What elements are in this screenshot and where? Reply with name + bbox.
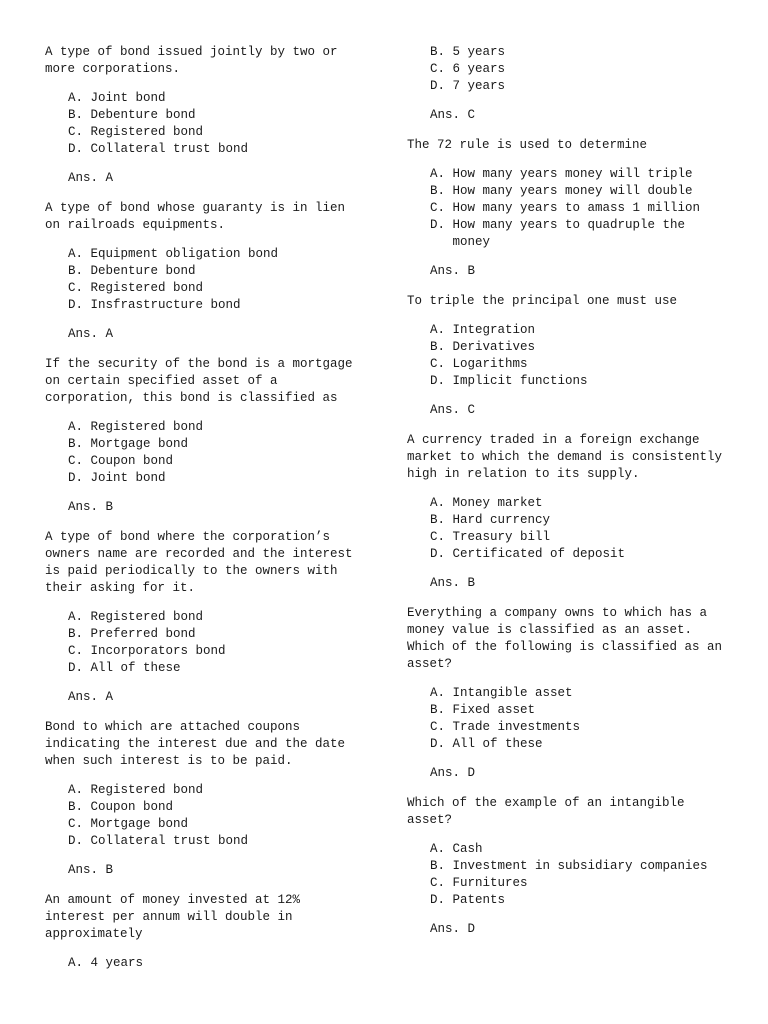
option-letter: D. [68, 471, 91, 485]
option-letter: D. [68, 661, 91, 675]
option-letter: A. [68, 247, 91, 261]
option-letter: A. [68, 956, 91, 970]
option-letter: B. [68, 437, 91, 451]
option-letter: A. [430, 842, 453, 856]
option-item [430, 166, 737, 183]
option-item [430, 529, 737, 546]
option-text: Equipment obligation bond [90, 247, 279, 261]
question-block [45, 200, 375, 343]
option-text: Registered bond [90, 281, 204, 295]
option-item [430, 61, 737, 78]
option-text: All of these [452, 737, 543, 751]
option-text: Coupon bond [90, 800, 174, 814]
option-text: Intangible asset [452, 686, 573, 700]
option-letter: C. [430, 720, 453, 734]
option-text: Incorporators bond [90, 644, 226, 658]
option-letter: B. [430, 703, 453, 717]
question-text: To triple the principal one must use [407, 294, 678, 308]
question-text: A type of bond issued jointly by two or more corporations. [45, 45, 338, 76]
option-text: 4 years [90, 956, 144, 970]
option-list [45, 955, 375, 972]
option-letter: C. [430, 876, 453, 890]
option-item [430, 685, 737, 702]
answer-key: Ans. D [430, 766, 476, 780]
option-letter: C. [430, 530, 453, 544]
option-item [68, 626, 375, 643]
option-item [68, 799, 375, 816]
answer-key: Ans. C [430, 108, 476, 122]
left-column [45, 44, 375, 984]
option-text: Certificated of deposit [452, 547, 626, 561]
option-letter: B. [430, 340, 453, 354]
option-list [45, 246, 375, 314]
option-list [407, 44, 737, 95]
option-list [407, 841, 737, 909]
option-item [430, 841, 737, 858]
option-text: Mortgage bond [90, 817, 189, 831]
option-list [407, 322, 737, 390]
option-text: Joint bond [90, 91, 166, 105]
option-letter: A. [68, 420, 91, 434]
question-block [407, 795, 737, 938]
option-text: Preferred bond [90, 627, 196, 641]
option-letter: C. [68, 644, 91, 658]
answer-key: Ans. B [430, 576, 476, 590]
question-block [407, 432, 737, 592]
option-letter: C. [68, 125, 91, 139]
option-text: Collateral trust bond [90, 834, 249, 848]
option-letter: D. [430, 547, 453, 561]
option-item [430, 875, 737, 892]
option-item [430, 339, 737, 356]
option-item [68, 280, 375, 297]
question-text: The 72 rule is used to determine [407, 138, 648, 152]
option-letter: B. [430, 859, 453, 873]
option-letter: D. [430, 79, 453, 93]
option-letter: D. [68, 298, 91, 312]
answer-key: Ans. B [68, 500, 114, 514]
option-text: Debenture bond [90, 264, 196, 278]
option-text: Money market [452, 496, 543, 510]
option-letter: A. [430, 323, 453, 337]
option-letter: A. [68, 610, 91, 624]
option-item [430, 373, 737, 390]
option-text: Implicit functions [452, 374, 588, 388]
option-letter: D. [430, 893, 453, 907]
option-letter: B. [430, 45, 453, 59]
option-text: Registered bond [90, 610, 204, 624]
option-text: Insfrastructure bond [90, 298, 241, 312]
option-letter: B. [430, 513, 453, 527]
option-letter: A. [68, 783, 91, 797]
option-item [430, 356, 737, 373]
option-list [45, 609, 375, 677]
option-item [68, 107, 375, 124]
question-block [45, 892, 375, 972]
option-letter: A. [430, 496, 453, 510]
question-text: An amount of money invested at 12% interest per annum will double in approximately [45, 893, 301, 941]
option-letter: B. [68, 264, 91, 278]
option-text: Patents [452, 893, 506, 907]
option-item [430, 702, 737, 719]
option-letter: D. [430, 374, 453, 388]
option-text: Cash [452, 842, 483, 856]
question-block [45, 44, 375, 187]
option-letter: C. [430, 62, 453, 76]
option-item [68, 660, 375, 677]
option-letter: A. [430, 686, 453, 700]
option-letter: C. [68, 454, 91, 468]
question-text: If the security of the bond is a mortgage on certain specified asset of a corporation, this bond is classified as [45, 357, 353, 405]
option-item [68, 263, 375, 280]
option-list [45, 419, 375, 487]
option-letter: D. [68, 834, 91, 848]
option-letter: B. [68, 108, 91, 122]
option-text: Fixed asset [452, 703, 536, 717]
option-text: Integration [452, 323, 536, 337]
option-item [68, 246, 375, 263]
option-item [68, 141, 375, 158]
option-text: 6 years [452, 62, 506, 76]
option-text: Registered bond [90, 783, 204, 797]
option-text: Hard currency [452, 513, 551, 527]
option-item [430, 495, 737, 512]
option-item [430, 183, 737, 200]
option-text: Collateral trust bond [90, 142, 249, 156]
option-item [68, 297, 375, 314]
option-letter: B. [430, 184, 453, 198]
question-block [407, 293, 737, 419]
option-list [45, 782, 375, 850]
option-letter: C. [68, 817, 91, 831]
answer-key: Ans. D [430, 922, 476, 936]
option-item [430, 546, 737, 563]
option-item [430, 858, 737, 875]
option-text: Derivatives [452, 340, 536, 354]
option-item [430, 200, 737, 217]
question-block [45, 529, 375, 706]
question-text: A type of bond whose guaranty is in lien on railroads equipments. [45, 201, 346, 232]
option-text: Registered bond [90, 420, 204, 434]
option-item [68, 419, 375, 436]
option-letter: A. [430, 167, 453, 181]
option-text: Debenture bond [90, 108, 196, 122]
answer-key: Ans. B [68, 863, 114, 877]
option-letter: C. [430, 357, 453, 371]
answer-key: Ans. A [68, 690, 114, 704]
option-text: Logarithms [452, 357, 528, 371]
option-item [68, 816, 375, 833]
option-text: How many years money will triple [452, 167, 693, 181]
question-text: Everything a company owns to which has a money value is classified as an asset. Which of the following is classified as an asset? [407, 606, 723, 671]
option-item [430, 719, 737, 736]
option-item [430, 44, 737, 61]
question-text: Which of the example of an intangible asset? [407, 796, 685, 827]
option-item [430, 78, 737, 95]
question-block [45, 719, 375, 879]
option-item [430, 736, 737, 753]
option-letter: A. [68, 91, 91, 105]
option-text: Registered bond [90, 125, 204, 139]
option-list [407, 495, 737, 563]
option-text: Treasury bill [452, 530, 551, 544]
option-list [45, 90, 375, 158]
option-text: Furnitures [452, 876, 528, 890]
question-block [407, 605, 737, 782]
option-letter: C. [68, 281, 91, 295]
option-text: Trade investments [452, 720, 581, 734]
answer-key: Ans. C [430, 403, 476, 417]
right-column [407, 44, 737, 951]
option-text: Joint bond [90, 471, 166, 485]
option-letter: D. [430, 218, 453, 232]
question-text: A currency traded in a foreign exchange market to which the demand is consistently high in relation to its supply. [407, 433, 723, 481]
option-item [68, 782, 375, 799]
option-letter: D. [68, 142, 91, 156]
option-item [68, 470, 375, 487]
option-item [430, 512, 737, 529]
question-text: A type of bond where the corporation’s owners name are recorded and the interest is paid periodically to the owners with their asking for it. [45, 530, 353, 595]
option-item [68, 833, 375, 850]
option-letter: C. [430, 201, 453, 215]
option-item [68, 609, 375, 626]
option-text: Mortgage bond [90, 437, 189, 451]
answer-key: Ans. A [68, 327, 114, 341]
question-block [45, 356, 375, 516]
option-item [68, 955, 375, 972]
option-item [430, 322, 737, 339]
option-item [68, 124, 375, 141]
option-letter: D. [430, 737, 453, 751]
option-text: How many years to amass 1 million [452, 201, 701, 215]
option-text: Investment in subsidiary companies [452, 859, 708, 873]
option-text: 5 years [452, 45, 506, 59]
option-text: Coupon bond [90, 454, 174, 468]
answer-key: Ans. B [430, 264, 476, 278]
option-text: How many years money will double [452, 184, 693, 198]
option-item [68, 436, 375, 453]
option-letter: B. [68, 627, 91, 641]
question-text: Bond to which are attached coupons indicating the interest due and the date when such interest is to be paid. [45, 720, 346, 768]
option-item [68, 643, 375, 660]
option-letter: B. [68, 800, 91, 814]
question-block [407, 137, 737, 280]
option-list [407, 685, 737, 753]
answer-key: Ans. A [68, 171, 114, 185]
option-text: All of these [90, 661, 181, 675]
option-text: How many years to quadruple the money [452, 218, 686, 249]
option-item [430, 892, 737, 909]
option-item [68, 453, 375, 470]
option-item [430, 217, 737, 251]
question-block-continued [407, 44, 737, 124]
option-item [68, 90, 375, 107]
option-text: 7 years [452, 79, 506, 93]
option-list [407, 166, 737, 251]
